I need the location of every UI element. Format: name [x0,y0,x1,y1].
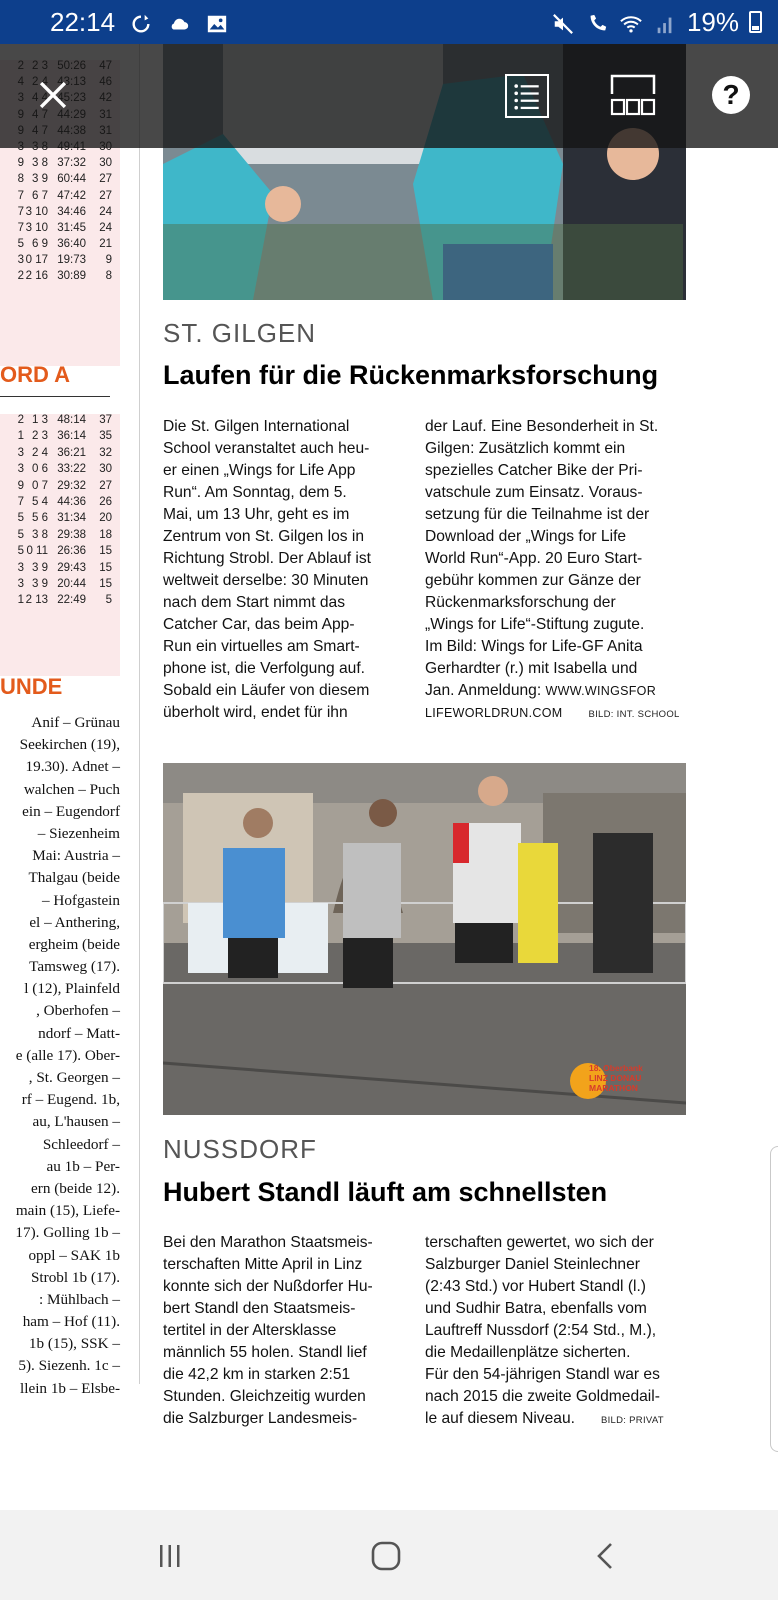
table-cell: 31:34 [57,512,86,525]
table-cell: 3 8 [32,157,48,170]
table-cell: 9 [17,479,24,492]
table-cell: 5 [17,238,24,251]
text-line: Bei den Marathon Staatsmeis- [163,1234,373,1251]
text-line: terschaften Mitte April in Linz [163,1256,363,1273]
logo-line2: LINZ DONAU [589,1073,642,1083]
table-cell: 37:32 [57,157,86,170]
text-line: Zentrum von St. Gilgen los in [163,528,365,545]
text-line: Sobald ein Läufer von diesem [163,682,370,699]
article2-column2 [425,1232,687,1430]
table-cell: 3 [17,561,24,574]
help-button[interactable]: ? [712,76,750,114]
fixtures-text [0,712,120,1400]
fixture-line: Tamsweg (17). [29,958,120,976]
article2-headline[interactable]: Hubert Standl läuft am schnellsten [163,1177,608,1207]
text-line: tertitel in der Altersklasse [163,1322,337,1339]
text-line: überholt wird, endet für ihn [163,704,348,721]
table-cell: 2 4 [32,446,48,459]
table-row [0,545,120,561]
table-row [0,463,120,479]
table-cell: 8 [17,173,24,186]
registration-link-cont[interactable]: LIFEWORLDRUN.COM [425,706,563,720]
left-column [0,44,140,1510]
fixture-line: ein – Eugendorf [22,802,120,820]
reader-toolbar [0,44,778,148]
table-cell: 48:14 [57,414,86,426]
close-icon [36,78,70,112]
text-line: spezielles Catcher Bike der Pri- [425,462,643,479]
table-cell: 47:42 [57,189,86,202]
battery-percent: 19% [686,6,739,37]
table-cell: 1 3 [32,414,48,426]
text-line: World Run“-App. 20 Euro Start- [425,550,643,567]
fixture-line: l (12), Plainfeld [24,980,120,998]
table-cell: 3 9 [32,173,48,186]
fixture-line: Anif – Grünau [31,714,120,731]
mute-icon [551,11,575,33]
android-nav-bar [0,1510,778,1600]
text-line: und Sudhir Batra, ebenfalls vom [425,1300,647,1317]
table-cell: 20:44 [57,577,86,590]
table-cell: 29:32 [57,479,86,492]
text-line: Run ein virtuelles am Smart- [163,638,360,655]
text-line: weltweit derselbe: 30 Minuten [163,572,369,589]
fixture-line: 17). Golling 1b – [15,1224,120,1242]
fixture-line: Seekirchen (19), [19,736,120,754]
fixture-line: ham – Hof (11). [22,1313,120,1331]
table-cell: 2 [17,270,24,283]
table-cell: 22:49 [57,594,86,607]
table-cell: 30 [99,157,112,170]
table-cell: 37 [99,414,112,426]
table-cell: 2 13 [25,594,48,607]
table-cell: 18 [99,528,112,541]
text-line: Richtung Strobl. Der Ablauf ist [163,550,372,567]
table-cell: 3 9 [32,577,48,590]
pages-icon [610,74,656,118]
recent-apps-icon [155,1541,185,1571]
text-line: Rückenmarksforschung der [425,594,616,611]
table-cell: 15 [99,577,112,590]
text-line: Run“. Am Sonntag, dem 5. [163,484,347,501]
table-cell: 3 [17,254,24,267]
text-line [425,1408,687,1430]
table-cell: 2 [17,414,24,426]
text-line: der Lauf. Eine Besonderheit in St. [425,418,659,435]
table-cell: 29:38 [57,528,86,541]
fixture-line: 19.30). Adnet – [25,758,120,776]
fixture-line: ndorf – Matt- [38,1024,120,1042]
table-cell: 3 [17,446,24,459]
article1-headline[interactable]: Laufen für die Rückenmarksforschung [163,360,659,390]
table-cell: 5 4 [32,495,48,508]
article2-kicker: NUSSDORF [163,1134,317,1164]
table-cell: 0 11 [26,545,48,558]
article-list-button[interactable] [505,74,549,118]
table-row [0,578,120,594]
text-line: Für den 54-jährigen Standl war es [425,1366,660,1383]
fixture-line: 1b (15), SSK – [28,1335,120,1353]
table-cell: 33:22 [57,463,86,476]
table-cell: 7 [17,221,24,234]
table-cell: 21 [99,238,112,251]
article1-column1 [163,416,409,724]
article2-column1 [163,1232,409,1430]
article1-kicker: ST. GILGEN [163,318,317,348]
table-cell: 34:46 [57,205,86,218]
fixture-line: Thalgau (beide [28,869,120,887]
table-row [0,529,120,545]
table-cell: 36:14 [57,430,86,443]
table-row [0,254,120,270]
marathon-logo [589,1063,643,1093]
text-line: nach 2015 die zweite Goldmedail- [425,1388,660,1405]
clock: 22:14 [50,6,116,37]
text-line: konnte sich der Nußdorfer Hu- [163,1278,373,1295]
section-heading-b: UNDE [0,674,63,699]
table-row [0,238,120,254]
fixture-line: llein 1b – Elsbe- [20,1379,120,1397]
logo-line3: MARATHON [589,1083,638,1093]
fixture-line: Strobl 1b (17). [30,1268,120,1286]
text-line: nach dem Start nimmt das [163,594,346,611]
text-line: Stunden. Gleichzeitig wurden [163,1388,366,1405]
table-cell: 15 [99,561,112,574]
table-cell: 24 [99,221,112,234]
table-row [0,594,120,610]
table-cell: 3 8 [32,528,48,541]
table-cell: 31:45 [57,221,86,234]
signal-icon [653,11,677,33]
text-line: School veranstaltet auch heu- [163,440,370,457]
table-cell: 3 [17,577,24,590]
text-line [425,702,687,724]
table-cell: 26:36 [57,545,86,558]
table-cell: 6 7 [32,189,48,202]
heading-divider [0,396,110,397]
table-cell: 26 [99,495,112,508]
table-cell: 35 [99,430,112,443]
table-row [0,173,120,189]
table-cell: 36:40 [57,238,86,251]
fixture-line: ergheim (beide [28,935,120,953]
table-cell: 29:43 [57,561,86,574]
table-row [0,414,120,430]
text-line: er einen „Wings for Life App [163,462,356,479]
column-divider [139,44,140,1384]
fixture-line: e (alle 17). Ober- [15,1046,120,1064]
close-button[interactable] [30,72,76,118]
wifi-icon [619,11,643,33]
fixture-line: walchen – Puch [23,780,120,798]
table-cell: 1 [17,430,24,443]
back-button[interactable] [584,1534,628,1578]
fixture-line: 5). Siezenh. 1c – [18,1357,120,1375]
text-line: gebühr kommen zur Gänze der [425,572,641,589]
fixture-line: rf – Eugend. 1b, [21,1091,120,1109]
text-line: Im Bild: Wings for Life-GF Anita [425,638,643,655]
back-icon [591,1541,621,1571]
table-cell: 27 [99,479,112,492]
table-cell: 5 [17,528,24,541]
text-line: (2:43 Std.) vor Hubert Standl (l.) [425,1278,647,1295]
table-cell: 3 10 [25,221,48,234]
table-row [0,270,120,286]
logo-line1: 18. Oberbank [589,1063,643,1073]
text-line: die Medaillenplätze sicherten. [425,1344,631,1361]
table-cell: 27 [99,189,112,202]
table-cell: 3 [17,463,24,476]
text-line: vatschule zum Einsatz. Voraus- [425,484,643,501]
table-cell: 9 [17,157,24,170]
text-line: „Wings for Life“-Stiftung zugute. [425,616,645,633]
table-cell: 2 3 [32,430,48,443]
section-heading-a: ORD A [0,362,71,387]
table-cell: 36:21 [57,446,86,459]
text-line: Catcher Car, das beim App- [163,616,355,633]
table-cell: 19:73 [57,254,86,267]
table-row [0,430,120,446]
article1-column2 [425,416,687,724]
fixture-line: – Siezenheim [37,824,120,842]
table-cell: 0 6 [32,463,48,476]
table-cell: 5 6 [32,512,48,525]
text-line: die Salzburger Landesmeis- [163,1410,358,1427]
fixture-line: – Hofgastein [41,891,120,909]
table-cell: 3 10 [25,205,48,218]
table-cell: 15 [99,545,112,558]
table-row [0,562,120,578]
battery-icon [749,11,762,33]
recent-apps-button[interactable] [148,1534,192,1578]
text-line: Lauftreff Nussdorf (2:54 Std., M.), [425,1322,657,1339]
page-overview-button[interactable] [610,74,656,118]
table-cell: 7 [17,205,24,218]
table-cell: 0 7 [32,479,48,492]
table-cell: 60:44 [57,173,86,186]
fixture-line: Mai: Austria – [32,847,120,865]
photo-credit: BILD: INT. SCHOOL [588,709,680,720]
table-cell: 6 9 [32,238,48,251]
text-line: Gerhardter (r.) mit Isabella und [425,660,638,677]
fixture-line: au 1b – Per- [46,1157,120,1175]
status-bar [0,0,778,44]
fixture-line: Schleedorf – [42,1135,120,1153]
home-icon [370,1540,402,1572]
text-line: bert Standl den Staatsmeis- [163,1300,356,1317]
sync-icon [129,11,153,33]
table-row [0,222,120,238]
wifi-call-icon [585,11,609,33]
cloud-icon [167,11,191,33]
table-row [0,496,120,512]
table-row [0,190,120,206]
last-line-text: le auf diesem Niveau. [425,1410,575,1427]
registration-label: Jan. Anmeldung: [425,682,546,699]
table-cell: 3 9 [32,561,48,574]
registration-link[interactable]: WWW.WINGSFOR [545,684,657,698]
table-cell: 7 [17,189,24,202]
table-cell: 7 [17,495,24,508]
text-line: die 42,2 km in starken 2:51 [163,1366,351,1383]
text-line: Download der „Wings for Life [425,528,627,545]
fixture-line: , St. Georgen – [28,1069,120,1086]
article2-photo [163,763,686,1115]
table-cell: 5 [17,545,24,558]
table-cell: 44:36 [57,495,86,508]
table-cell: 9 [105,254,112,267]
table-row [0,480,120,496]
table-cell: 1 [17,594,24,607]
table-cell: 32 [99,446,112,459]
home-button[interactable] [364,1534,408,1578]
table-cell: 0 17 [25,254,48,267]
text-line: Gilgen: Zusätzlich kommt ein [425,440,626,457]
text-line: männlich 55 holen. Standl lief [163,1344,367,1361]
table-cell: 27 [99,173,112,186]
table-cell: 5 [105,594,112,607]
table-cell: 30:89 [57,270,86,283]
fixture-line: oppl – SAK 1b [28,1246,120,1264]
table-cell: 2 16 [25,270,48,283]
text-line [425,680,687,702]
text-line: terschaften gewertet, wo sich der [425,1234,654,1251]
text-line: phone ist, die Verfolgung auf. [163,660,366,677]
text-line: Die St. Gilgen International [163,418,350,435]
table-cell: 5 [17,512,24,525]
table-cell: 8 [105,270,112,283]
table-row [0,512,120,528]
text-line: setzung für die Teilnahme ist der [425,506,650,523]
list-icon [509,78,545,114]
scroll-handle[interactable] [770,1146,778,1452]
fixture-line: , Oberhofen – [36,1002,120,1020]
fixture-line: ern (beide 12). [31,1179,120,1197]
table-row [0,157,120,173]
text-line: Salzburger Daniel Steinlechner [425,1256,640,1273]
photo-credit: BILD: PRIVAT [600,1415,664,1426]
fixture-line: : Mühlbach – [39,1290,120,1308]
table-row [0,206,120,222]
table-row [0,447,120,463]
table-cell: 30 [99,463,112,476]
text-line: Mai, um 13 Uhr, geht es im [163,506,350,523]
fixture-line: el – Anthering, [29,913,120,931]
table-cell: 20 [99,512,112,525]
table-cell: 24 [99,205,112,218]
fixture-line: main (15), Liefe- [15,1202,120,1220]
image-icon [205,11,229,33]
fixture-line: au, L'hausen – [32,1113,120,1131]
standings-table-2 [0,414,120,676]
